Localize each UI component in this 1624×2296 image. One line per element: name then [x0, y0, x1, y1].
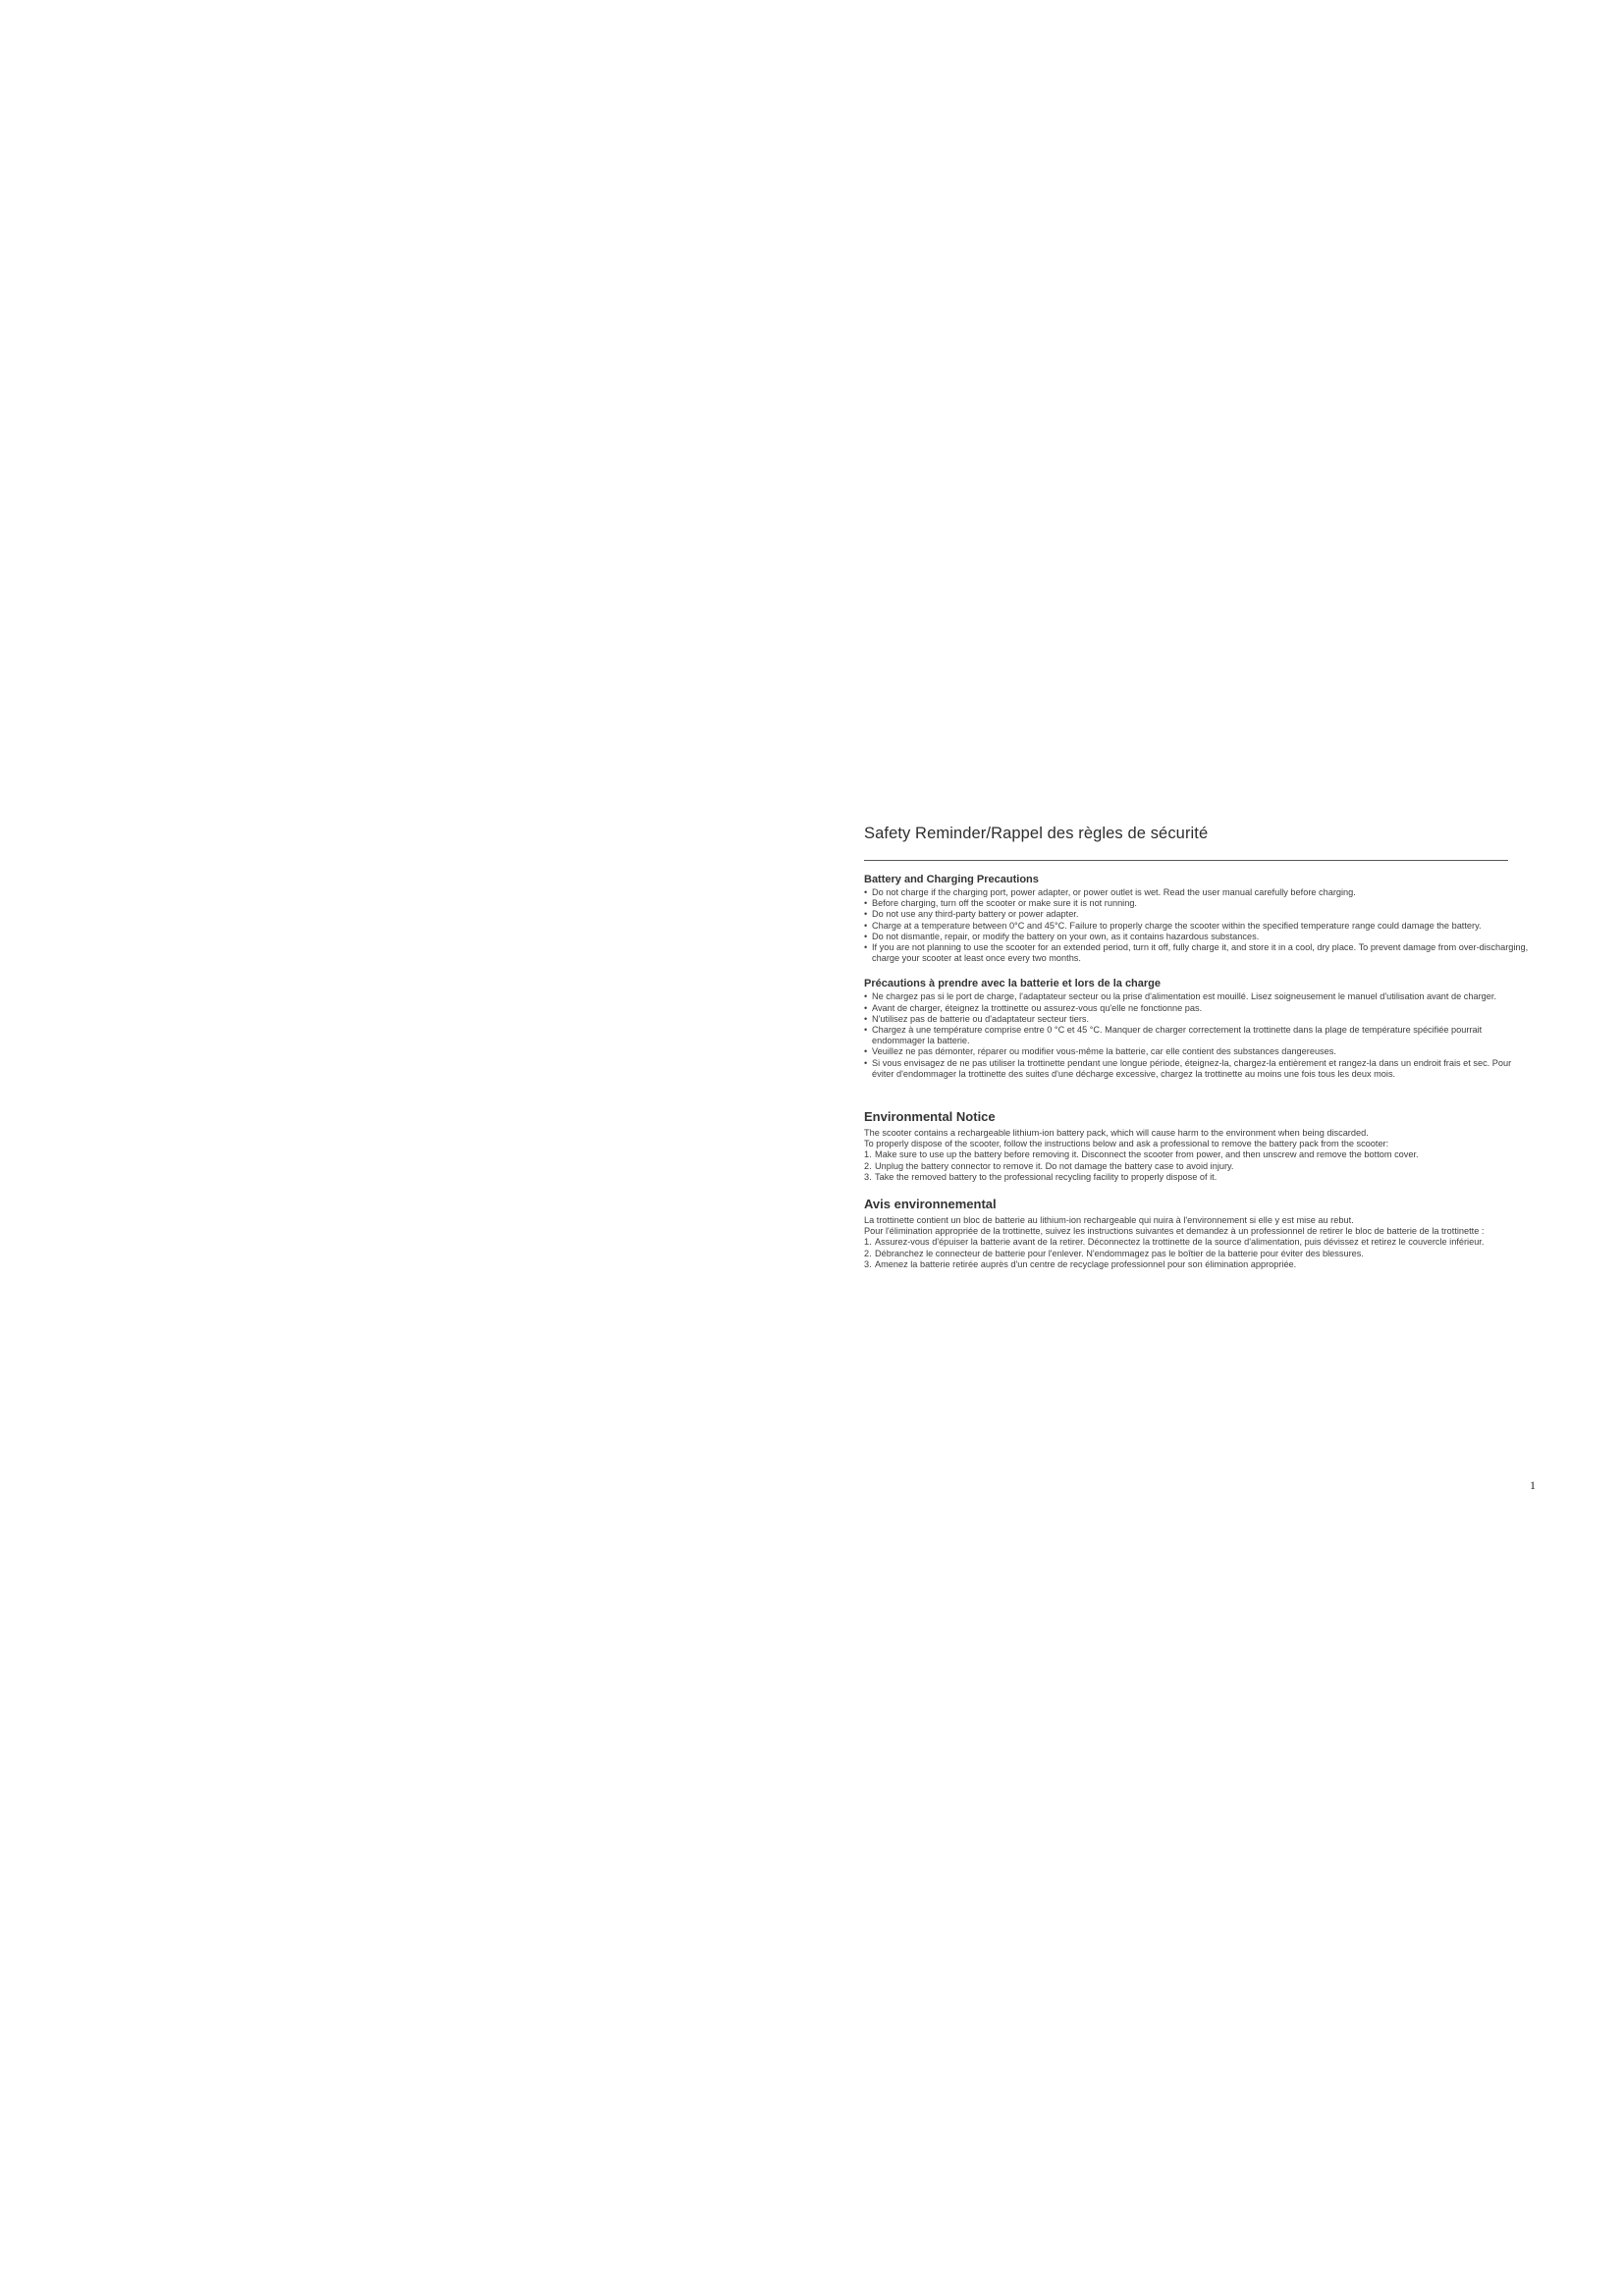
step-number: 3.: [864, 1171, 872, 1182]
step-number: 3.: [864, 1258, 872, 1269]
list-item: • Chargez à une température comprise entre 0 °C et 45 °C. Manquer de charger correctement la trottinette dans la plage de température spécifiée pourrait endommager la batterie.: [864, 1025, 1532, 1046]
step-number: 2.: [864, 1248, 872, 1258]
list-item: [864, 1249, 1532, 1259]
list-item: • Charge at a temperature between 0°C and 45°C. Failure to properly charge the scooter within the specified temperature range could damage the battery.: [864, 921, 1532, 932]
numbered-list: [864, 1237, 1532, 1270]
paragraph: La trottinette contient un bloc de batterie au lithium-ion rechargeable qui nuira à l'environnement si elle y est mise au rebut.: [864, 1215, 1354, 1226]
list-item: • N'utilisez pas de batterie ou d'adaptateur secteur tiers.: [864, 1014, 1532, 1025]
list-item: [864, 1149, 1532, 1160]
battery-precautions-en: [864, 874, 1532, 964]
section-heading: Précautions à prendre avec la batterie et lors de la charge: [864, 978, 1162, 990]
battery-precautions-fr: [864, 978, 1532, 1080]
step-text: Assurez-vous d'épuiser la batterie avant de la retirer. Déconnectez la trottinette de la source d'alimentation, puis dévissez et retirez le couvercle inférieur.: [875, 1237, 1485, 1248]
step-text: Make sure to use up the battery before removing it. Disconnect the scooter from power, and then unscrew and remove the bottom cover.: [875, 1149, 1419, 1160]
section-heading: Environmental Notice: [864, 1109, 996, 1125]
environmental-notice-fr: [864, 1197, 1532, 1270]
list-item: • Avant de charger, éteignez la trottinette ou assurez-vous qu'elle ne fonctionne pas.: [864, 1003, 1532, 1014]
list-item: [864, 1172, 1532, 1183]
paragraph: The scooter contains a rechargeable lithium-ion battery pack, which will cause harm to the environment when being discarded.: [864, 1128, 1369, 1139]
title-divider: [864, 860, 1508, 861]
step-number: 1.: [864, 1237, 872, 1248]
bullet-list: [864, 991, 1532, 1080]
list-item: • Do not dismantle, repair, or modify the battery on your own, as it contains hazardous substances.: [864, 932, 1532, 942]
step-number: 1.: [864, 1149, 872, 1160]
bullet-list: [864, 887, 1532, 964]
environmental-notice-en: [864, 1109, 1532, 1183]
document-page: [864, 823, 1532, 1270]
step-number: 2.: [864, 1160, 872, 1171]
step-text: Amenez la batterie retirée auprès d'un centre de recyclage professionnel pour son élimination appropriée.: [875, 1258, 1297, 1269]
list-item: • Ne chargez pas si le port de charge, l'adaptateur secteur ou la prise d'alimentation est mouillé. Lisez soigneusement le manuel d'utilisation avant de charger.: [864, 991, 1532, 1002]
section-heading: Avis environnemental: [864, 1197, 997, 1212]
list-item: • Veuillez ne pas démonter, réparer ou modifier vous-même la batterie, car elle contient des substances dangereuses.: [864, 1046, 1532, 1057]
list-item: [864, 1259, 1532, 1270]
page-title: Safety Reminder/Rappel des règles de sécurité: [864, 825, 1209, 842]
list-item: • Si vous envisagez de ne pas utiliser la trottinette pendant une longue période, éteignez-la, chargez-la entièrement et rangez-la dans un endroit frais et sec. Pour éviter d'endommager la trottinette des suites d'une décharge excessive, chargez la trottinette au moins une fois tous les deux mois.: [864, 1058, 1532, 1080]
paragraph: To properly dispose of the scooter, follow the instructions below and ask a professional to remove the battery pack from the scooter:: [864, 1139, 1389, 1149]
list-item: • Before charging, turn off the scooter or make sure it is not running.: [864, 898, 1532, 909]
list-item: • Do not use any third-party battery or power adapter.: [864, 909, 1532, 920]
page-number: 1: [1530, 1478, 1536, 1492]
list-item: [864, 1161, 1532, 1172]
list-item: • Do not charge if the charging port, power adapter, or power outlet is wet. Read the user manual carefully before charging.: [864, 887, 1532, 898]
numbered-list: [864, 1149, 1532, 1183]
section-heading: Battery and Charging Precautions: [864, 874, 1039, 885]
list-item: [864, 1237, 1532, 1248]
step-text: Unplug the battery connector to remove it. Do not damage the battery case to avoid injury.: [875, 1160, 1234, 1171]
step-text: Débranchez le connecteur de batterie pour l'enlever. N'endommagez pas le boîtier de la batterie pour éviter des blessures.: [875, 1248, 1364, 1258]
list-item: • If you are not planning to use the scooter for an extended period, turn it off, fully charge it, and store it in a cool, dry place. To prevent damage from over-discharging, charge your scooter at least once every two months.: [864, 942, 1532, 964]
step-text: Take the removed battery to the professional recycling facility to properly dispose of it.: [875, 1171, 1218, 1182]
paragraph: Pour l'élimination appropriée de la trottinette, suivez les instructions suivantes et demandez à un professionnel de retirer le bloc de batterie de la trottinette :: [864, 1226, 1485, 1237]
